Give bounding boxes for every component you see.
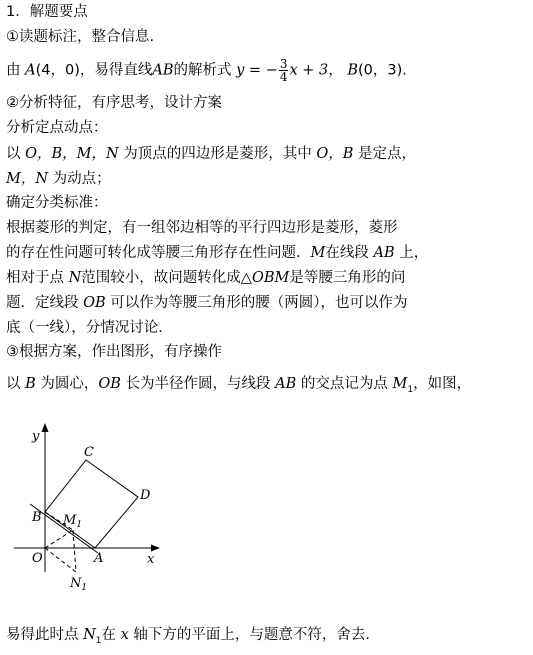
segment-ab: AB: [275, 376, 297, 392]
point-m1-subscript: 1: [407, 384, 414, 395]
point-m1-sub: 1: [76, 520, 83, 530]
text-fragment: ，易得直线: [79, 62, 153, 79]
text-fragment: 是定点，: [353, 146, 417, 162]
x-variable: x: [120, 627, 129, 643]
point-b: B: [25, 376, 36, 392]
segment-ab: AB: [373, 245, 395, 261]
point-m1: M: [392, 376, 408, 392]
point-n1-letter: N: [70, 576, 82, 591]
x-axis-label: x: [147, 552, 155, 567]
line-equation-sentence: [6, 58, 407, 83]
point-b-label: B: [32, 510, 42, 525]
text-fragment: 可以作为等腰三角形的腰（两圆），也可以作为: [105, 295, 408, 311]
text-fragment: 轴下方的平面上，与题意不符，舍去．: [128, 627, 380, 643]
origin-label: O: [32, 551, 43, 566]
point-d-label: D: [140, 488, 151, 503]
step-3-title: ③根据方案，作出图形，有序操作: [6, 344, 222, 360]
text-fragment: 为动点；: [48, 171, 111, 187]
moving-points-sentence: [6, 170, 111, 188]
text-fragment: 为顶点的四边形是菱形，其中: [118, 146, 317, 162]
text-fragment: 的存在性问题可转化成等腰三角形存在性问题．: [6, 245, 311, 261]
text-fragment: 易得此时点: [6, 627, 84, 643]
classify-title: 确定分类标准：: [6, 195, 108, 211]
equation-rhs: x + 3: [289, 62, 329, 79]
construction-sentence: [6, 375, 471, 399]
text-fragment: ，如图，: [413, 376, 472, 392]
moving-vars: M，N: [6, 171, 49, 187]
point-n1-label: [69, 576, 87, 593]
fraction-numerator: 3: [279, 57, 288, 71]
step-1-title: ①读题标注，整合信息.: [6, 29, 155, 45]
fraction-denominator: 4: [279, 70, 288, 84]
section-heading: 1．解题要点: [6, 4, 88, 20]
text-fragment: 题．定线段: [6, 295, 84, 311]
vertices-sentence: [6, 145, 416, 163]
point-m1-letter: M: [63, 513, 77, 528]
text-fragment: .: [402, 62, 407, 79]
coord-b: (0，3): [358, 62, 403, 79]
x-axis-arrow: [151, 545, 160, 552]
segment-ob: OB: [83, 295, 106, 311]
point-a: A: [25, 62, 36, 79]
coord-a: (4，0): [35, 62, 80, 79]
point-n1-subscript: 1: [95, 635, 102, 646]
vertex-vars: O，B，M，N: [25, 146, 119, 162]
point-a-label: A: [94, 551, 104, 566]
point-m1-label: [62, 513, 82, 530]
text-fragment: 为圆心，: [35, 376, 99, 392]
dashed-om1: [45, 530, 73, 548]
text-fragment: 在线段: [325, 245, 374, 261]
fixed-moving-title: 分析定点动点：: [6, 120, 108, 136]
equation-lhs: y = −: [236, 62, 278, 79]
point-b: B: [347, 62, 359, 79]
step-2-title: ②分析特征，有序思考，设计方案: [6, 95, 222, 111]
reason-line-1: 根据菱形的判定，有一组邻边相等的平行四边形是菱形，菱形: [6, 220, 398, 236]
y-axis-label: y: [32, 429, 40, 444]
segment-ab: AB: [152, 62, 174, 79]
point-n1: N: [83, 627, 96, 643]
text-fragment: 由: [6, 62, 26, 79]
text-fragment: 相对于点: [6, 270, 69, 286]
text-fragment: 以: [6, 376, 26, 392]
text-fragment: 范围较小，故问题转化成△: [81, 270, 252, 286]
dashed-on1: [45, 548, 76, 572]
text-fragment: 长为半径作圆，与线段: [120, 376, 276, 392]
reason-line-4: [6, 294, 408, 312]
text-fragment: 的交点记为点: [296, 376, 393, 392]
reason-line-3: [6, 269, 405, 287]
text-fragment: ，: [328, 62, 348, 79]
conclusion-sentence: [6, 626, 380, 650]
text-fragment: 在: [101, 627, 121, 643]
point-c-label: C: [84, 445, 94, 460]
segment-ob: OB: [98, 376, 121, 392]
fraction: [279, 58, 289, 83]
text-fragment: 以: [6, 146, 26, 162]
reason-line-2: [6, 244, 428, 262]
quadrilateral-bcda: [45, 460, 138, 548]
point-m: M: [310, 245, 326, 261]
text-fragment: 的解析式: [173, 62, 237, 79]
fixed-points: O，B: [316, 146, 354, 162]
triangle-obm: OBM: [251, 270, 290, 286]
text-fragment: 上，: [394, 245, 429, 261]
text-fragment: 是等腰三角形的问: [289, 270, 406, 286]
point-n: N: [68, 270, 82, 286]
geometry-figure: [0, 415, 200, 605]
reason-line-5: 底（一线），分情况讨论．: [6, 320, 173, 336]
point-n1-sub: 1: [81, 583, 88, 593]
y-axis-arrow: [42, 423, 49, 432]
